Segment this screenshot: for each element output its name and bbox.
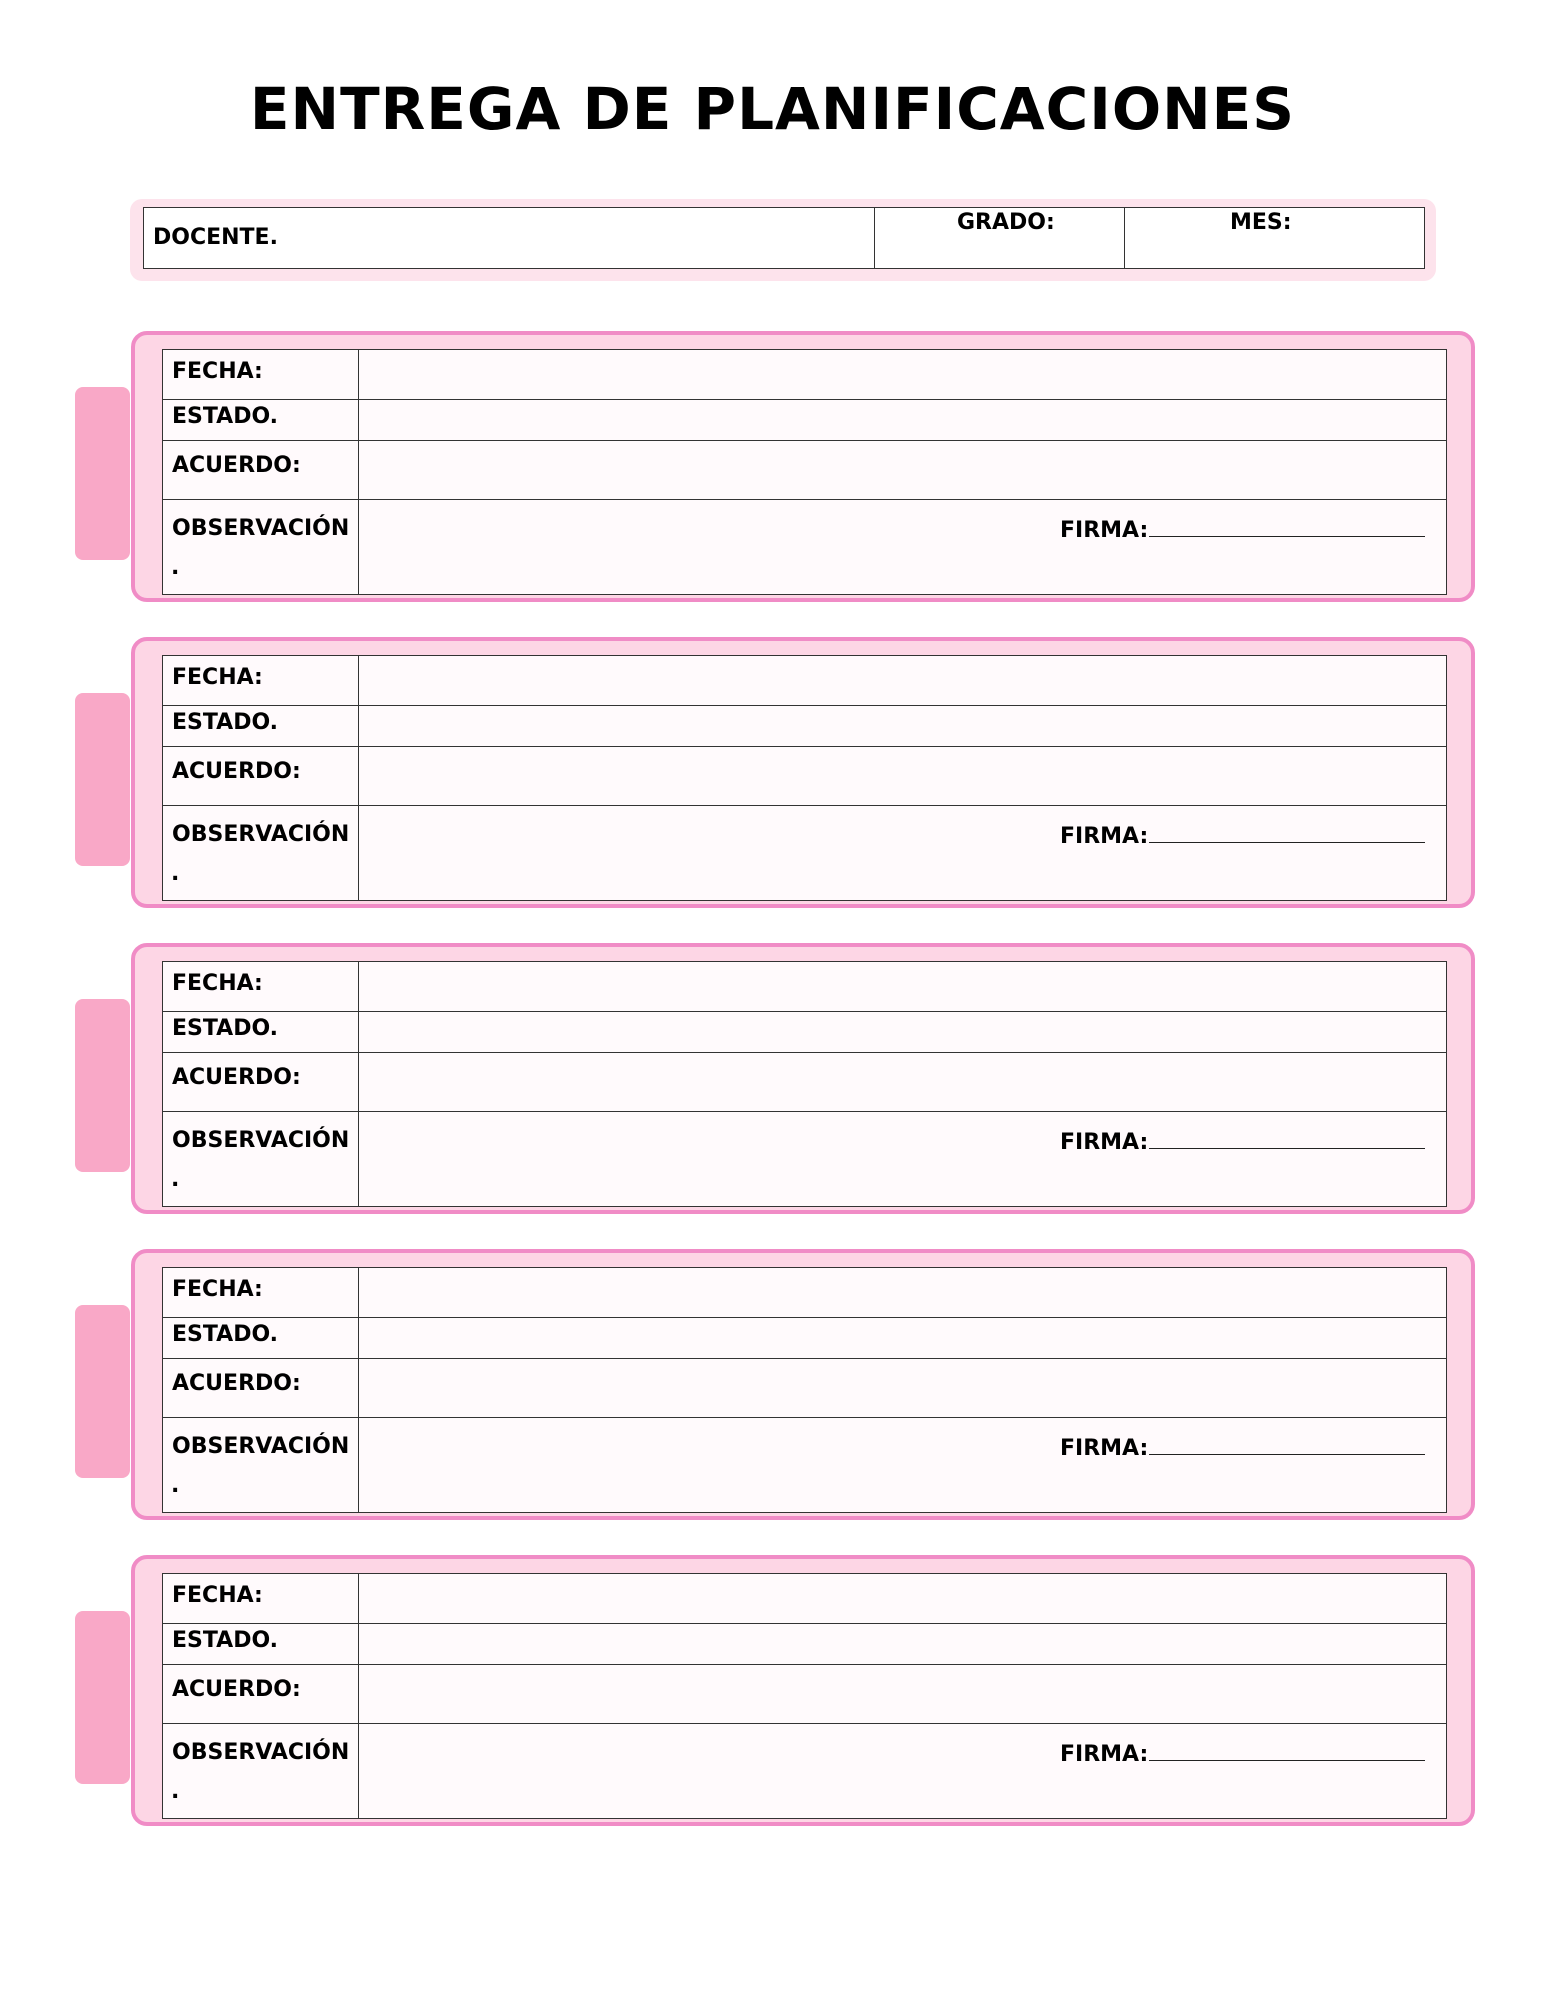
acuerdo-field[interactable] xyxy=(360,747,1446,805)
firma-signature-line[interactable] xyxy=(1149,536,1425,537)
acuerdo-field[interactable] xyxy=(360,1665,1446,1723)
fecha-label: FECHA: xyxy=(172,971,263,996)
estado-field[interactable] xyxy=(360,1012,1446,1052)
entry-card xyxy=(131,637,1475,908)
acuerdo-field[interactable] xyxy=(360,1053,1446,1111)
grado-label: GRADO: xyxy=(957,210,1055,235)
column-divider xyxy=(358,962,359,1206)
entry-tab xyxy=(75,1611,130,1784)
observacion-dot: . xyxy=(171,555,180,580)
observacion-field[interactable] xyxy=(360,1724,1050,1818)
observacion-label: OBSERVACIÓN xyxy=(172,822,350,847)
firma-signature-line[interactable] xyxy=(1149,1454,1425,1455)
acuerdo-label: ACUERDO: xyxy=(172,1677,301,1702)
docente-label: DOCENTE. xyxy=(153,225,278,250)
firma-label: FIRMA: xyxy=(1060,824,1149,849)
entry-grid xyxy=(162,655,1447,901)
estado-field[interactable] xyxy=(360,706,1446,746)
docente-field[interactable] xyxy=(144,208,875,268)
observacion-label: OBSERVACIÓN xyxy=(172,1128,350,1153)
observacion-dot: . xyxy=(171,861,180,886)
observacion-label: OBSERVACIÓN xyxy=(172,1740,350,1765)
firma-signature-line[interactable] xyxy=(1149,1760,1425,1761)
estado-label: ESTADO. xyxy=(172,1628,279,1653)
entry-grid xyxy=(162,1573,1447,1819)
acuerdo-label: ACUERDO: xyxy=(172,453,301,478)
estado-label: ESTADO. xyxy=(172,710,279,735)
observacion-dot: . xyxy=(171,1473,180,1498)
column-divider xyxy=(358,1268,359,1512)
estado-label: ESTADO. xyxy=(172,1016,279,1041)
fecha-field[interactable] xyxy=(360,1268,1446,1317)
firma-label: FIRMA: xyxy=(1060,518,1149,543)
grado-field[interactable] xyxy=(875,208,1125,268)
observacion-field[interactable] xyxy=(360,806,1050,900)
entry-grid xyxy=(162,349,1447,595)
page-title: ENTREGA DE PLANIFICACIONES xyxy=(249,75,1296,143)
observacion-label: OBSERVACIÓN xyxy=(172,516,350,541)
estado-label: ESTADO. xyxy=(172,1322,279,1347)
acuerdo-field[interactable] xyxy=(360,1359,1446,1417)
entry-grid xyxy=(162,1267,1447,1513)
fecha-field[interactable] xyxy=(360,1574,1446,1623)
acuerdo-label: ACUERDO: xyxy=(172,759,301,784)
entry-tab xyxy=(75,387,130,560)
acuerdo-label: ACUERDO: xyxy=(172,1065,301,1090)
estado-field[interactable] xyxy=(360,1318,1446,1358)
firma-label: FIRMA: xyxy=(1060,1436,1149,1461)
mes-field[interactable] xyxy=(1125,208,1424,268)
entry-tab xyxy=(75,1305,130,1478)
fecha-label: FECHA: xyxy=(172,1583,263,1608)
firma-signature-line[interactable] xyxy=(1149,1148,1425,1149)
column-divider xyxy=(358,656,359,900)
observacion-dot: . xyxy=(171,1779,180,1804)
entry-card xyxy=(131,331,1475,602)
fecha-label: FECHA: xyxy=(172,359,263,384)
firma-signature-line[interactable] xyxy=(1149,842,1425,843)
entry-grid xyxy=(162,961,1447,1207)
firma-label: FIRMA: xyxy=(1060,1742,1149,1767)
estado-field[interactable] xyxy=(360,1624,1446,1664)
fecha-label: FECHA: xyxy=(172,665,263,690)
mes-label: MES: xyxy=(1230,210,1292,235)
entry-tab xyxy=(75,693,130,866)
column-divider xyxy=(358,1574,359,1818)
estado-field[interactable] xyxy=(360,400,1446,440)
observacion-label: OBSERVACIÓN xyxy=(172,1434,350,1459)
firma-label: FIRMA: xyxy=(1060,1130,1149,1155)
observacion-field[interactable] xyxy=(360,1418,1050,1512)
header-table xyxy=(143,207,1425,269)
observacion-field[interactable] xyxy=(360,1112,1050,1206)
acuerdo-field[interactable] xyxy=(360,441,1446,499)
fecha-field[interactable] xyxy=(360,350,1446,399)
observacion-field[interactable] xyxy=(360,500,1050,594)
observacion-dot: . xyxy=(171,1167,180,1192)
entry-card xyxy=(131,943,1475,1214)
column-divider xyxy=(358,350,359,594)
fecha-label: FECHA: xyxy=(172,1277,263,1302)
fecha-field[interactable] xyxy=(360,656,1446,705)
entry-tab xyxy=(75,999,130,1172)
estado-label: ESTADO. xyxy=(172,404,279,429)
entry-card xyxy=(131,1555,1475,1826)
entry-card xyxy=(131,1249,1475,1520)
acuerdo-label: ACUERDO: xyxy=(172,1371,301,1396)
fecha-field[interactable] xyxy=(360,962,1446,1011)
